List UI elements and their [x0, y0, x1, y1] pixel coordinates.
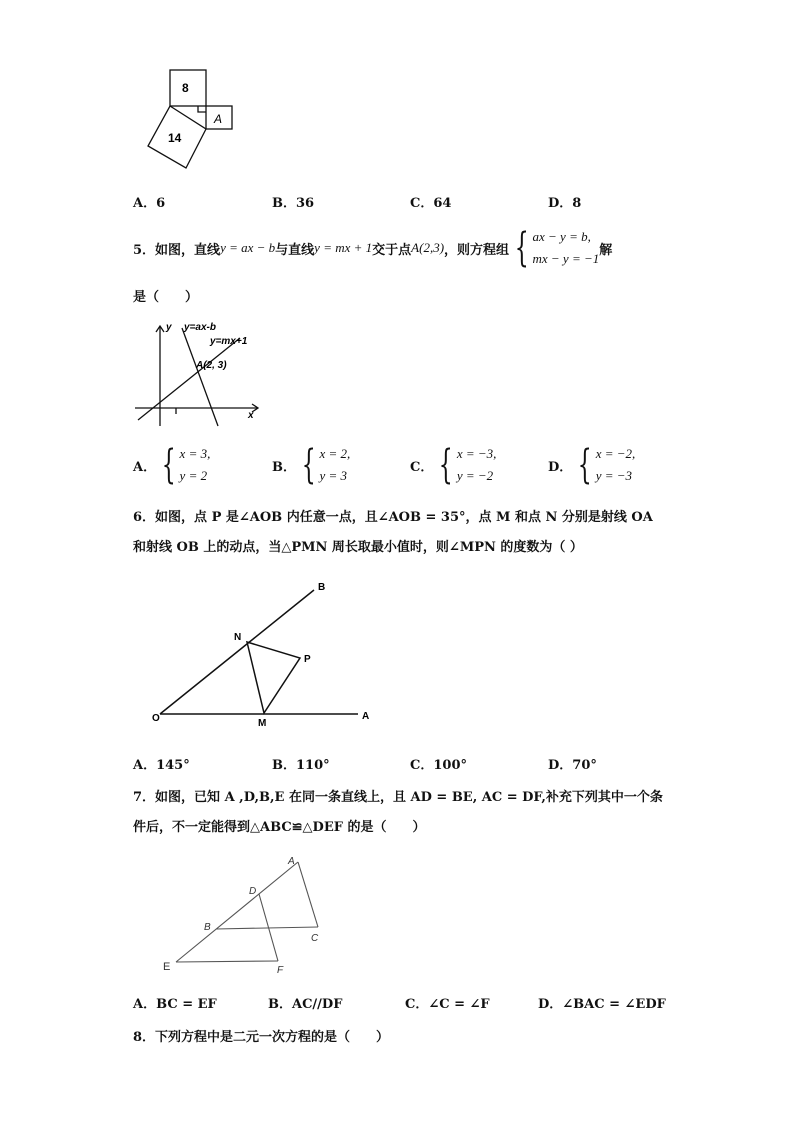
- squares-figure: [140, 62, 240, 180]
- q5-text2: 与直线: [275, 242, 315, 258]
- q6-option-c[interactable]: C．100°: [410, 758, 467, 773]
- line1-label: y=ax-b: [184, 322, 216, 333]
- q5-text3: 交于点: [372, 242, 412, 258]
- q5-option-d-brace: {: [578, 442, 593, 488]
- segment-BC: [216, 927, 318, 929]
- q5-option-b-x: x = 2,: [319, 446, 351, 461]
- q8-question: 8．下列方程中是二元一次方程的是（ ）: [133, 1030, 390, 1045]
- q5-system: [509, 226, 599, 270]
- q5-num: 5．: [133, 242, 156, 258]
- q7-option-a[interactable]: A．BC = EF: [133, 997, 217, 1012]
- q5-point: A(2,3): [411, 240, 445, 255]
- label-A: A: [214, 112, 223, 126]
- q5-option-a-brace: {: [161, 442, 176, 488]
- q7-question-line1: 7．如图，已知 A ,D,B,E 在同一条直线上，且 AD = BE, AC = DF,补充下列其中一个条: [133, 790, 663, 805]
- ray-OB: [160, 590, 314, 714]
- label-E: E: [163, 961, 171, 973]
- q5-option-d-x: x = −2,: [595, 446, 636, 461]
- label-D: D: [249, 886, 257, 897]
- point-A-label: A(2, 3): [196, 360, 227, 371]
- q5-brace: {: [514, 225, 529, 271]
- label-P: P: [304, 654, 311, 665]
- label-N: N: [234, 632, 242, 643]
- label-A: A: [362, 711, 370, 722]
- triangle-PMN: [247, 642, 300, 713]
- label-M: M: [258, 718, 267, 729]
- q5-line1: y = ax − b: [220, 240, 276, 255]
- segment-AC: [298, 862, 318, 927]
- q5-option-a-letter: A．: [133, 459, 157, 475]
- q5-option-c-x: x = −3,: [456, 446, 497, 461]
- label-A: A: [288, 856, 295, 867]
- q6-figure: [148, 574, 378, 730]
- q5-option-d-y: y = −3: [595, 468, 633, 483]
- q5-option-c-letter: C．: [410, 459, 434, 475]
- q5-graph: [130, 318, 280, 430]
- q5-text4: ，则方程组: [444, 242, 510, 258]
- q5-option-b-y: y = 3: [319, 468, 347, 483]
- label-8: 8: [182, 81, 189, 95]
- q5-option-a[interactable]: [133, 443, 210, 487]
- q4-option-c[interactable]: C．64: [410, 196, 452, 211]
- q5-option-a-y: y = 2: [179, 468, 208, 483]
- q5-line2: y = mx + 1: [314, 240, 373, 255]
- q5-option-c-y: y = −2: [456, 468, 494, 483]
- q7-question-line2: 件后，不一定能得到△ABC≌△DEF 的是（ ）: [133, 820, 426, 835]
- label-B: B: [318, 582, 326, 593]
- q7-option-d[interactable]: D．∠BAC = ∠EDF: [538, 997, 666, 1012]
- x-axis-label: x: [248, 410, 254, 421]
- label-C: C: [311, 933, 319, 944]
- q5-option-b-letter: B．: [272, 459, 296, 475]
- q6-option-a[interactable]: A．145°: [133, 758, 190, 773]
- q4-option-a[interactable]: A．6: [133, 196, 166, 211]
- q7-option-c[interactable]: C．∠C = ∠F: [405, 997, 490, 1012]
- right-angle-mark: [198, 106, 206, 112]
- q5-option-c[interactable]: [410, 443, 496, 487]
- q5-question: [133, 226, 612, 270]
- q5-text1: 如图，直线: [155, 242, 221, 258]
- q5-question-end: 是（ ）: [133, 290, 199, 305]
- q5-option-b-brace: {: [301, 442, 316, 488]
- q4-option-d[interactable]: D．8: [548, 196, 582, 211]
- q6-option-d[interactable]: D．70°: [548, 758, 597, 773]
- q5-option-b[interactable]: [272, 443, 350, 487]
- q6-option-b[interactable]: B．110°: [272, 758, 330, 773]
- line2-label: y=mx+1: [210, 336, 248, 347]
- q5-eq1: ax − y = b,: [532, 229, 591, 244]
- q5-option-d[interactable]: [548, 443, 635, 487]
- q4-option-b[interactable]: B．36: [272, 196, 315, 211]
- y-axis-label: y: [166, 322, 172, 333]
- label-14: 14: [168, 131, 182, 145]
- label-F: F: [277, 965, 284, 976]
- q5-option-d-letter: D．: [548, 459, 573, 475]
- q6-question-line1: 6．如图，点 P 是∠AOB 内任意一点，且∠AOB = 35°，点 M 和点 N 分别是射线 OA: [133, 510, 653, 525]
- q7-figure: [156, 848, 336, 976]
- q5-text5: 解: [599, 242, 613, 258]
- q5-option-a-x: x = 3,: [179, 446, 211, 461]
- line-EA: [176, 862, 298, 962]
- q5-option-c-brace: {: [439, 442, 454, 488]
- label-B: B: [204, 922, 211, 933]
- label-O: O: [152, 713, 160, 724]
- q6-question-line2: 和射线 OB 上的动点，当△PMN 周长取最小值时，则∠MPN 的度数为（ ）: [133, 540, 583, 555]
- q7-option-b[interactable]: B．AC//DF: [268, 997, 343, 1012]
- q5-eq2: mx − y = −1: [532, 251, 600, 266]
- segment-EF: [176, 961, 278, 962]
